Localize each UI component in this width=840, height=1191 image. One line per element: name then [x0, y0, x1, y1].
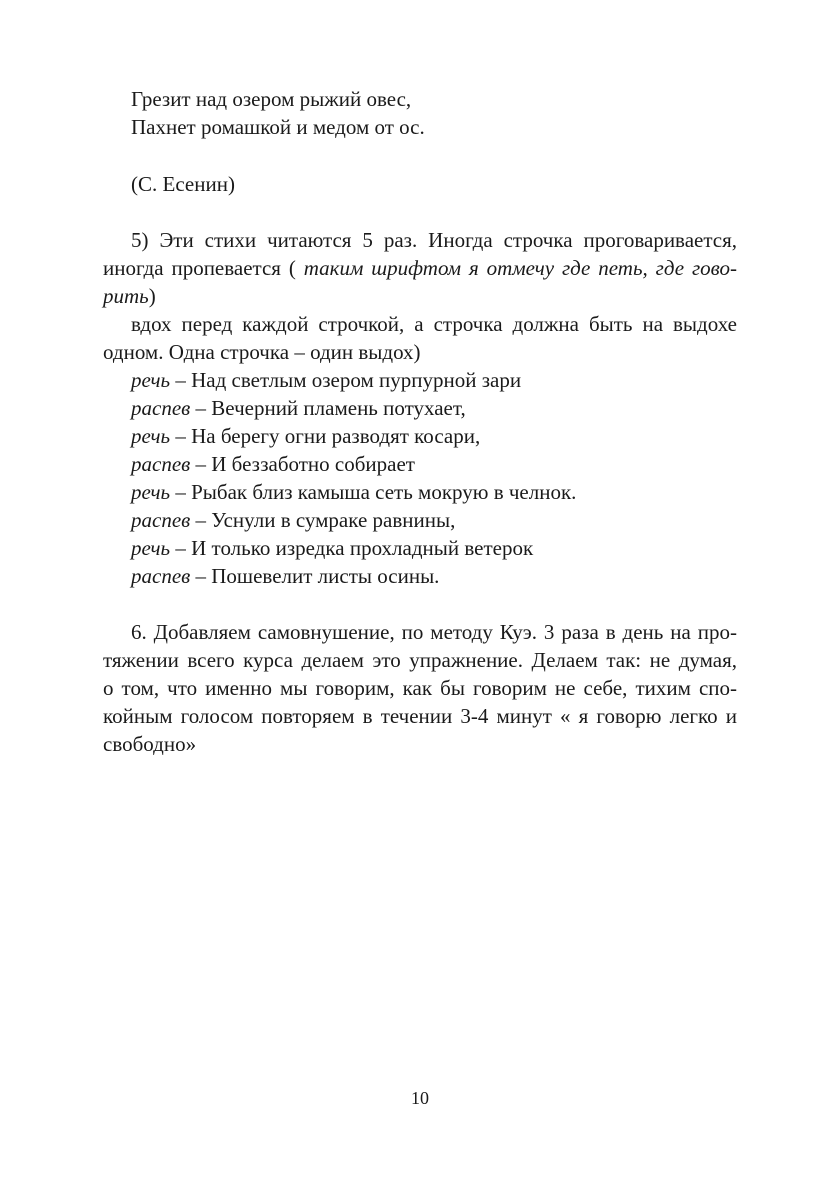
item-6-line-2-text: тяжении всего курса делаем это упражнение. Делаем так: не думая,	[103, 648, 737, 672]
verse-mode: речь	[131, 536, 171, 560]
item-5-line-3-italic: рить	[103, 284, 149, 308]
item-5-line-2	[103, 258, 737, 279]
verse-text: – Рыбак близ камыша сеть мокрую в челнок.	[170, 480, 577, 504]
item-5-line-3	[103, 286, 156, 307]
verse-mode: распев	[131, 396, 191, 420]
item-5-line-2-italic: таким шрифтом я отмечу где петь, где гово-	[303, 256, 737, 280]
page-number: 10	[411, 1088, 429, 1108]
poem-line-1: Грезит над озером рыжий овес,	[131, 87, 412, 111]
verse-mode: распев	[131, 564, 191, 588]
verse-text: – И только изредка прохладный ветерок	[170, 536, 534, 560]
item-6-line-4	[103, 706, 737, 727]
item-5-line-2-text	[103, 258, 737, 279]
verse-mode: речь	[131, 480, 171, 504]
verse-line-5	[131, 482, 576, 503]
item-6-line-4-text: койным голосом повторяем в течении 3-4 минут « я говорю легко и	[103, 704, 737, 728]
verse-text: – Над светлым озером пурпурной зари	[170, 368, 522, 392]
verse-text: – На берегу огни разводят косари,	[170, 424, 481, 448]
item-5-line-1	[131, 230, 737, 251]
verse-text: – И беззаботно собирает	[190, 452, 415, 476]
attribution: (С. Есенин)	[131, 172, 235, 196]
item-6-line-2	[103, 650, 737, 671]
verse-text: – Пошевелит листы осины.	[190, 564, 440, 588]
verse-text: – Вечерний пламень потухает,	[190, 396, 466, 420]
verse-mode: распев	[131, 452, 191, 476]
item-6-line-5: свободно»	[103, 732, 197, 756]
verse-line-6	[131, 510, 455, 531]
item-6-line-1-text: 6. Добавляем самовнушение, по методу Куэ. 3 раза в день на про-	[131, 620, 737, 644]
verse-line-8	[131, 566, 439, 587]
verse-mode: распев	[131, 508, 191, 532]
verse-mode: речь	[131, 424, 171, 448]
verse-mode: речь	[131, 368, 171, 392]
item-5-line-4	[131, 314, 737, 335]
item-6-line-3	[103, 678, 737, 699]
verse-line-2	[131, 398, 466, 419]
verse-line-4	[131, 454, 415, 475]
item-5-line-1-text: 5) Эти стихи читаются 5 раз. Иногда строчка проговаривается,	[131, 228, 737, 252]
item-5-line-2-plain: иногда пропевается (	[103, 256, 296, 280]
item-5-line-5: одном. Одна строчка – один выдох)	[103, 340, 421, 364]
poem-line-2: Пахнет ромашкой и медом от ос.	[131, 115, 425, 139]
verse-line-1	[131, 370, 521, 391]
verse-line-3	[131, 426, 480, 447]
verse-text: – Уснули в сумраке равнины,	[190, 508, 456, 532]
verse-line-7	[131, 538, 533, 559]
item-6-line-3-text: о том, что именно мы говорим, как бы говорим не себе, тихим спо-	[103, 676, 737, 700]
item-5-line-4-text: вдох перед каждой строчкой, а строчка должна быть на выдохе	[131, 312, 737, 336]
item-5-line-3-plain: )	[148, 284, 156, 308]
item-6-line-1	[131, 622, 737, 643]
